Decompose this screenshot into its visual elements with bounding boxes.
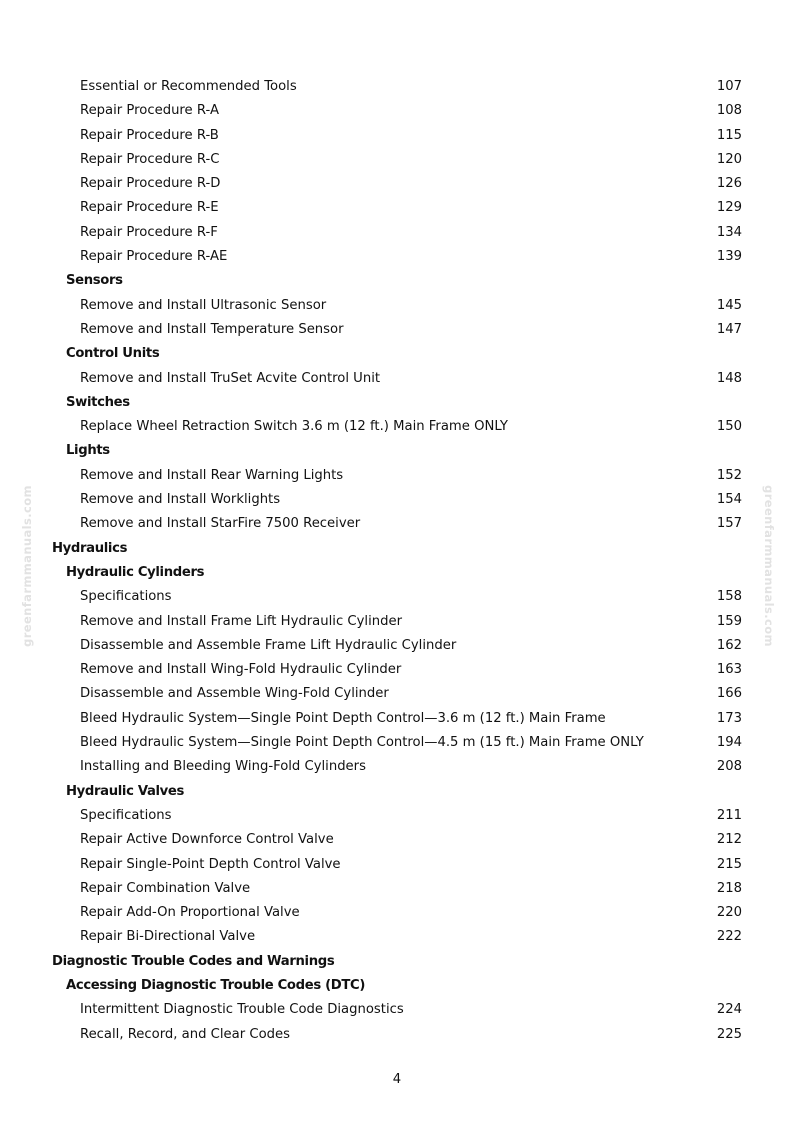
toc-entry[interactable] [0, 634, 794, 658]
toc-subsection-title: Accessing Diagnostic Trouble Codes (DTC) [66, 977, 365, 993]
toc-entry-title: Remove and Install Temperature Sensor [80, 321, 344, 337]
toc-entry[interactable] [0, 853, 794, 877]
toc-subsection-title: Sensors [66, 273, 123, 289]
toc-entry-page-number: 215 [716, 856, 742, 872]
toc-entry-page-number: 225 [716, 1026, 742, 1042]
toc-section[interactable] [0, 537, 794, 561]
toc-entry-title: Remove and Install TruSet Acvite Control Unit [80, 370, 381, 386]
page-number: 4 [392, 1072, 402, 1087]
toc-entry-title: Remove and Install Frame Lift Hydraulic Cylinder [80, 613, 402, 629]
toc-entry-title: Disassemble and Assemble Frame Lift Hydraulic Cylinder [80, 637, 457, 653]
toc-entry-title: Repair Single-Point Depth Control Valve [80, 856, 341, 872]
toc-entry-title: Repair Procedure R-A [80, 103, 219, 119]
toc-entry-page-number: 220 [716, 905, 742, 921]
toc-subsection[interactable] [0, 391, 794, 415]
toc-entry-page-number: 147 [716, 321, 742, 337]
watermark-left: greenfarmmanuals.com [20, 485, 34, 647]
toc-entry-title: Specifications [80, 589, 172, 605]
toc-entry-page-number: 107 [716, 79, 742, 94]
toc-section[interactable] [0, 950, 794, 974]
toc-entry-title: Repair Procedure R-C [80, 151, 220, 167]
toc-entry[interactable] [0, 755, 794, 779]
toc-entry[interactable] [0, 221, 794, 245]
toc-subsection[interactable] [0, 439, 794, 463]
toc-entry[interactable] [0, 731, 794, 755]
toc-entry[interactable] [0, 585, 794, 609]
toc-entry-page-number: 139 [716, 249, 742, 265]
toc-entry-title: Remove and Install Rear Warning Lights [80, 467, 344, 483]
toc-entry-title: Repair Procedure R-E [80, 200, 219, 216]
toc-entry[interactable] [0, 148, 794, 172]
toc-entry-page-number: 173 [716, 710, 742, 726]
toc-entry[interactable] [0, 682, 794, 706]
toc-entry-page-number: 108 [716, 103, 742, 119]
toc-entry-page-number: 159 [716, 613, 742, 629]
toc-entry[interactable] [0, 828, 794, 852]
toc-subsection-title: Lights [66, 443, 110, 459]
toc-entry-page-number: 145 [716, 297, 742, 313]
toc-entry-title: Repair Procedure R-AE [80, 249, 228, 265]
toc-entry-title: Repair Add-On Proportional Valve [80, 905, 300, 921]
toc-entry-title: Specifications [80, 807, 172, 823]
toc-entry-title: Bleed Hydraulic System—Single Point Depth Control—3.6 m (12 ft.) Main Frame [80, 710, 606, 726]
toc-entry[interactable] [0, 1023, 794, 1047]
toc-entry-page-number: 163 [716, 662, 742, 678]
toc-entry-title: Bleed Hydraulic System—Single Point Depth Control—4.5 m (15 ft.) Main Frame ONLY [80, 735, 644, 751]
toc-entry[interactable] [0, 75, 794, 99]
toc-subsection-title: Control Units [66, 346, 160, 362]
toc-entry-title: Remove and Install StarFire 7500 Receiver [80, 516, 361, 532]
toc-subsection[interactable] [0, 780, 794, 804]
toc-entry[interactable] [0, 172, 794, 196]
toc-entry[interactable] [0, 901, 794, 925]
toc-entry-page-number: 115 [716, 127, 742, 143]
toc-entry-page-number: 162 [716, 637, 742, 653]
toc-entry[interactable] [0, 196, 794, 220]
toc-entry[interactable] [0, 415, 794, 439]
toc-entry-page-number: 152 [716, 467, 742, 483]
toc-entry-page-number: 150 [716, 419, 742, 435]
toc-entry[interactable] [0, 877, 794, 901]
toc-entry-title: Repair Combination Valve [80, 880, 251, 896]
toc-entry-page-number: 120 [716, 151, 742, 167]
toc-entry-title: Installing and Bleeding Wing-Fold Cylinders [80, 759, 366, 775]
toc-subsection[interactable] [0, 342, 794, 366]
watermark-right: greenfarmmanuals.com [762, 485, 776, 647]
toc-section-title: Diagnostic Trouble Codes and Warnings [52, 953, 335, 969]
toc-entry-title: Remove and Install Ultrasonic Sensor [80, 297, 327, 313]
toc-subsection[interactable] [0, 561, 794, 585]
toc-entry-title: Repair Procedure R-B [80, 127, 219, 143]
toc-entry[interactable] [0, 99, 794, 123]
toc-entry-title: Repair Active Downforce Control Valve [80, 832, 334, 848]
toc-entry[interactable] [0, 294, 794, 318]
toc-entry-page-number: 129 [716, 200, 742, 216]
toc-entry-title: Repair Procedure R-D [80, 176, 221, 192]
toc-subsection[interactable] [0, 269, 794, 293]
toc-entry-title: Essential or Recommended Tools [80, 79, 297, 94]
toc-entry-page-number: 166 [716, 686, 742, 702]
toc-entry[interactable] [0, 488, 794, 512]
toc-subsection-title: Switches [66, 394, 130, 410]
toc-entry-title: Recall, Record, and Clear Codes [80, 1026, 290, 1042]
toc-entry-page-number: 126 [716, 176, 742, 192]
toc-entry-page-number: 224 [716, 1002, 742, 1018]
toc-entry[interactable] [0, 658, 794, 682]
toc-subsection-title: Hydraulic Cylinders [66, 564, 205, 580]
toc-entry-page-number: 211 [716, 807, 742, 823]
toc-entry[interactable] [0, 804, 794, 828]
toc-entry[interactable] [0, 707, 794, 731]
toc-entry-page-number: 208 [716, 759, 742, 775]
toc-entry[interactable] [0, 245, 794, 269]
toc-entry[interactable] [0, 318, 794, 342]
toc-entry-page-number: 158 [716, 589, 742, 605]
toc-entry-title: Remove and Install Worklights [80, 492, 281, 508]
toc-entry-title: Disassemble and Assemble Wing-Fold Cylinder [80, 686, 389, 702]
toc-entry[interactable] [0, 925, 794, 949]
table-of-contents [0, 75, 794, 1047]
toc-entry[interactable] [0, 998, 794, 1022]
toc-entry-page-number: 134 [716, 224, 742, 240]
toc-entry-title: Repair Procedure R-F [80, 224, 218, 240]
toc-subsection[interactable] [0, 974, 794, 998]
toc-entry[interactable] [0, 464, 794, 488]
toc-entry-title: Remove and Install Wing-Fold Hydraulic Cylinder [80, 662, 402, 678]
toc-entry-page-number: 194 [716, 735, 742, 751]
toc-entry-page-number: 218 [716, 880, 742, 896]
toc-entry-page-number: 222 [716, 929, 742, 945]
toc-entry-title: Intermittent Diagnostic Trouble Code Diagnostics [80, 1002, 404, 1018]
toc-section-title: Hydraulics [52, 540, 128, 556]
toc-entry[interactable] [0, 512, 794, 536]
toc-entry-page-number: 212 [716, 832, 742, 848]
toc-entry[interactable] [0, 610, 794, 634]
toc-entry[interactable] [0, 367, 794, 391]
toc-entry-title: Repair Bi-Directional Valve [80, 929, 256, 945]
toc-entry-page-number: 148 [716, 370, 742, 386]
toc-entry[interactable] [0, 124, 794, 148]
toc-subsection-title: Hydraulic Valves [66, 783, 185, 799]
toc-entry-page-number: 157 [716, 516, 742, 532]
toc-entry-page-number: 154 [716, 492, 742, 508]
toc-entry-title: Replace Wheel Retraction Switch 3.6 m (12 ft.) Main Frame ONLY [80, 419, 508, 435]
